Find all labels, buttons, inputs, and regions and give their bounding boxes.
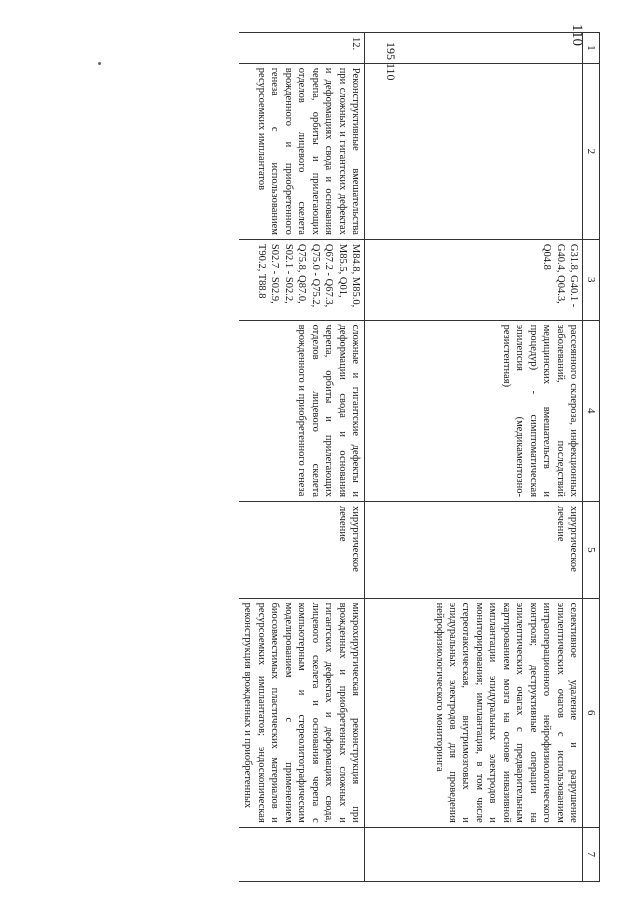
margin-note: 195 110 bbox=[384, 42, 398, 81]
row-patient-model: рассеянного склероза, инфекционных заболеваний, последствий медицинских вмешательств и процедур) - симптоматическая эпилепсия (медикаментозно-резистентная) bbox=[365, 320, 583, 501]
header-row bbox=[583, 33, 600, 882]
table-row bbox=[365, 33, 583, 882]
procedures-table bbox=[239, 32, 600, 882]
row-number bbox=[365, 33, 583, 64]
row-icd-codes: G31.8, G40.1 - G40.4, Q04.3, Q04.8 bbox=[365, 239, 583, 320]
col-header-4: 4 bbox=[583, 320, 600, 501]
rotated-table-wrapper bbox=[100, 32, 600, 882]
col-header-3: 3 bbox=[583, 239, 600, 320]
row-treatment-type: хирургическое лечение bbox=[365, 502, 583, 599]
row-icd-codes: M84.8, M85.0, M85.5, Q01, Q67.2 - Q67.3, Q75.0 - Q75.2, Q75.8, Q87.0, S02.1 - S02.2, S02.7 - S02.9, T90.2, T88.8 bbox=[239, 239, 364, 320]
page-number: 110 bbox=[569, 24, 585, 46]
col-header-2: 2 bbox=[583, 63, 600, 239]
row-cost bbox=[239, 827, 364, 881]
row-number: 12. bbox=[239, 33, 364, 64]
col-header-1: 1 bbox=[583, 33, 600, 64]
row-patient-model: сложные и гигантские дефекты и деформации свода и основания черепа, орбиты и прилегающих отделов лицевого скелета врожденного и приобретенного генеза bbox=[239, 320, 364, 501]
col-header-7: 7 bbox=[583, 827, 600, 881]
row-cost bbox=[365, 827, 583, 881]
row-procedure-name: Реконструктивные вмешательства при сложных и гигантских дефектах и деформациях свода и основания черепа, орбиты и прилегающих отделов лицевого скелета врожденного и приобретенного генеза с использованием ресурсоемких имплантатов bbox=[239, 63, 364, 239]
row-method: микрохирургическая реконструкция при врожденных и приобретенных сложных и гигантских дефектах и деформациях свода, лицевого скелета и основания черепа с компьютерным и стереолитографическим моделированием с применением биосовместимых пластических материалов и ресурсоемких имплантатов; эндоскопическая реконструкция врожденных и приобретенных bbox=[239, 598, 364, 827]
row-procedure-name bbox=[365, 63, 583, 239]
table-row bbox=[239, 33, 364, 882]
row-method: селективное удаление и разрушение эпилептических очагов с использованием интраоперационного нейрофизиологического контроля; деструктивные операции на эпилептических очагах с предварительным картированием мозга на основе инвазивной имплантации эпидуральных электродов и мониторирования; имплантация, в том числе стереотаксическая, внутримозговых и эпидуральных электродов для проведения нейрофизиологического мониторинга bbox=[365, 598, 583, 827]
row-treatment-type: хирургическое лечение bbox=[239, 502, 364, 599]
col-header-5: 5 bbox=[583, 502, 600, 599]
col-header-6: 6 bbox=[583, 598, 600, 827]
